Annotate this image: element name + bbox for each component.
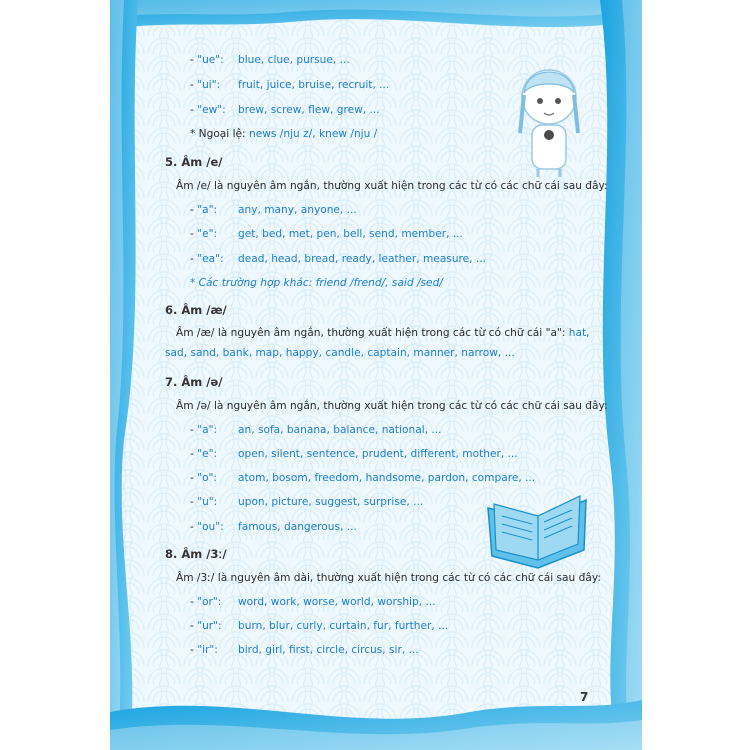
list-item: - "e": get, bed, met, pen, bell, send, member, ... [190,228,463,240]
section-intro: Âm /æ/ là nguyên âm ngắn, thường xuất hiện trong các từ có chữ cái "a": hat, [176,327,590,339]
exception-note: * Ngoại lệ: news /nju z/, knew /nju / [190,128,378,140]
list-item: - "u": upon, picture, suggest, surprise, ... [190,496,424,508]
section-intro-continued: sad, sand, bank, map, happy, candle, captain, manner, narrow, ... [165,347,515,359]
list-item: - "ue": blue, clue, pursue, ... [190,54,350,66]
list-item: - "ui": fruit, juice, bruise, recruit, ... [190,79,390,91]
list-item: - "ea": dead, head, bread, ready, leather, measure, ... [190,253,487,265]
section-intro: Âm /ə/ là nguyên âm ngắn, thường xuất hiện trong các từ có các chữ cái sau đây: [176,400,608,412]
section-title: 6. Âm /æ/ [165,303,227,317]
book-page [110,0,642,750]
list-item: - "ir": bird, girl, first, circle, circus, sir, ... [190,644,419,656]
section-title: 5. Âm /e/ [165,155,223,169]
list-item: - "ew": brew, screw, flew, grew, ... [190,104,380,116]
list-item: - "ou": famous, dangerous, ... [190,521,357,533]
other-cases-note: * Các trường hợp khác: friend /frend/, said /sed/ [190,277,443,289]
page-number: 7 [580,690,589,704]
section-title: 7. Âm /ə/ [165,375,223,389]
list-item: - "e": open, silent, sentence, prudent, different, mother, ... [190,448,518,460]
list-item: - "ur": burn, blur, curly, curtain, fur, further, ... [190,620,449,632]
list-item: - "or": word, work, worse, world, worship, ... [190,596,436,608]
list-item: - "a": an, sofa, banana, balance, national, ... [190,424,442,436]
section-intro: Âm /3ː/ là nguyên âm dài, thường xuất hiện trong các từ có các chữ cái sau đây: [176,572,601,584]
section-title: 8. Âm /3ː/ [165,547,227,561]
section-intro: Âm /e/ là nguyên âm ngắn, thường xuất hiện trong các từ có các chữ cái sau đây: [176,180,608,192]
list-item: - "a": any, many, anyone, ... [190,204,357,216]
list-item: - "o": atom, bosom, freedom, handsome, pardon, compare, ... [190,472,536,484]
